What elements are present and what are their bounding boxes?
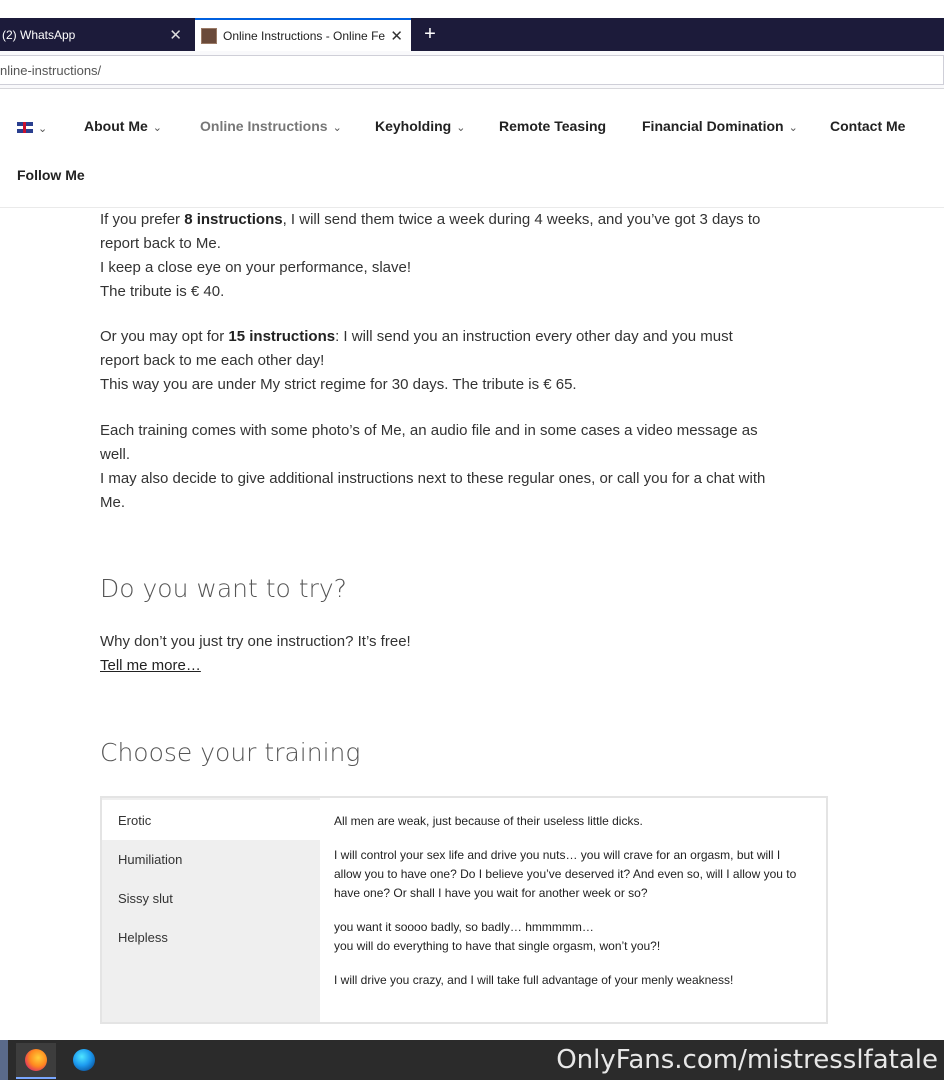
edge-icon: [73, 1049, 95, 1071]
training-text: [334, 918, 804, 956]
tab-sissy-slut[interactable]: Sissy slut: [118, 890, 173, 906]
tab-whatsapp[interactable]: [0, 18, 192, 51]
text: well.: [100, 446, 131, 463]
tab-online-instructions[interactable]: [195, 18, 411, 51]
paragraph-8-instructions: [100, 208, 840, 304]
chevron-down-icon: ⌄: [456, 122, 466, 134]
close-icon[interactable]: ✕: [390, 27, 403, 45]
chevron-down-icon: ⌄: [38, 123, 48, 135]
text: you want it soooo badly, so badly… hmmmmm…: [334, 920, 594, 934]
nav-label: Remote Teasing: [499, 118, 607, 134]
taskbar-firefox[interactable]: [16, 1043, 56, 1079]
nav-item-follow-me[interactable]: [17, 167, 85, 183]
training-tab-list: [102, 798, 320, 1022]
tab-humiliation[interactable]: Humiliation: [118, 851, 183, 867]
paragraph-15-instructions: [100, 325, 840, 397]
text: The tribute is € 40.: [100, 283, 225, 300]
watermark: OnlyFans.com/mistresslfatale: [556, 1045, 938, 1075]
text: Why don’t you just try one instruction? It’s free!: [100, 633, 411, 650]
training-text: I will control your sex life and drive you nuts… you will crave for an orgasm, but will I allow you to have one? Do I believe you’ve deserved it? And even so, will I allow you to have one? Or shall I have you wait for another week or so?: [334, 848, 797, 900]
text: If you prefer: [100, 211, 185, 228]
uk-flag-icon: [17, 122, 33, 133]
paragraph-training-details: [100, 419, 840, 515]
text: Each training comes with some photo’s of Me, an audio file and in some cases a video message as: [100, 422, 758, 439]
text: , I will send them twice a week during 4 weeks, and you’ve got 3 days to: [282, 211, 761, 228]
chevron-down-icon: ⌄: [332, 122, 342, 134]
heading-choose-training: Choose your training: [100, 738, 361, 767]
site-navigation: [0, 90, 944, 208]
training-text: All men are weak, just because of their useless little dicks.: [334, 814, 643, 828]
language-switcher[interactable]: [17, 119, 47, 135]
text: I keep a close eye on your performance, slave!: [100, 259, 412, 276]
tab-label: Online Instructions - Online Fe: [223, 28, 386, 43]
heading-try: Do you want to try?: [100, 574, 347, 603]
nav-label: Contact Me: [830, 118, 906, 134]
taskbar: [0, 1040, 944, 1080]
url-field[interactable]: nline-instructions/: [0, 55, 944, 85]
nav-label: Financial Domination: [642, 118, 784, 134]
close-icon[interactable]: ✕: [169, 26, 182, 44]
nav-item-contact-me[interactable]: [830, 118, 905, 134]
nav-item-keyholding[interactable]: [375, 118, 465, 134]
tell-me-more-link[interactable]: Tell me more…: [100, 657, 201, 674]
text: report back to me each other day!: [100, 352, 325, 369]
training-tabs: [100, 796, 828, 1024]
text: Me.: [100, 494, 126, 511]
bold-text: 8 instructions: [184, 211, 283, 228]
tab-erotic[interactable]: Erotic: [102, 800, 320, 840]
nav-label: Follow Me: [17, 167, 85, 183]
bold-text: 15 instructions: [228, 328, 336, 345]
start-area[interactable]: [0, 1040, 8, 1080]
text: you will do everything to have that single orgasm, won’t you?!: [334, 939, 661, 953]
nav-item-remote-teasing[interactable]: [499, 118, 606, 134]
training-text: I will drive you crazy, and I will take full advantage of your menly weakness!: [334, 973, 734, 987]
address-bar: [0, 51, 944, 89]
nav-label: Online Instructions: [200, 118, 328, 134]
taskbar-edge[interactable]: [70, 1046, 98, 1074]
tab-label: (2) WhatsApp: [2, 27, 76, 42]
chevron-down-icon: ⌄: [788, 122, 798, 134]
text: I may also decide to give additional instructions next to these regular ones, or call you for a chat with: [100, 470, 766, 487]
nav-label: Keyholding: [375, 118, 452, 134]
browser-tab-bar: [0, 18, 944, 51]
nav-item-financial-domination[interactable]: [642, 118, 798, 134]
tab-helpless[interactable]: Helpless: [118, 929, 168, 945]
text: Or you may opt for: [100, 328, 229, 345]
text: This way you are under My strict regime for 30 days. The tribute is € 65.: [100, 376, 577, 393]
site-favicon-icon: [201, 28, 217, 44]
chevron-down-icon: ⌄: [152, 122, 162, 134]
training-panel: [334, 812, 804, 1005]
text: report back to Me.: [100, 235, 221, 252]
new-tab-button[interactable]: +: [424, 23, 436, 45]
paragraph-try: [100, 630, 840, 678]
nav-label: About Me: [84, 118, 148, 134]
nav-item-about-me[interactable]: [84, 118, 162, 134]
firefox-icon: [25, 1049, 47, 1071]
nav-item-online-instructions[interactable]: [200, 118, 342, 134]
text: : I will send you an instruction every other day and you must: [335, 328, 733, 345]
